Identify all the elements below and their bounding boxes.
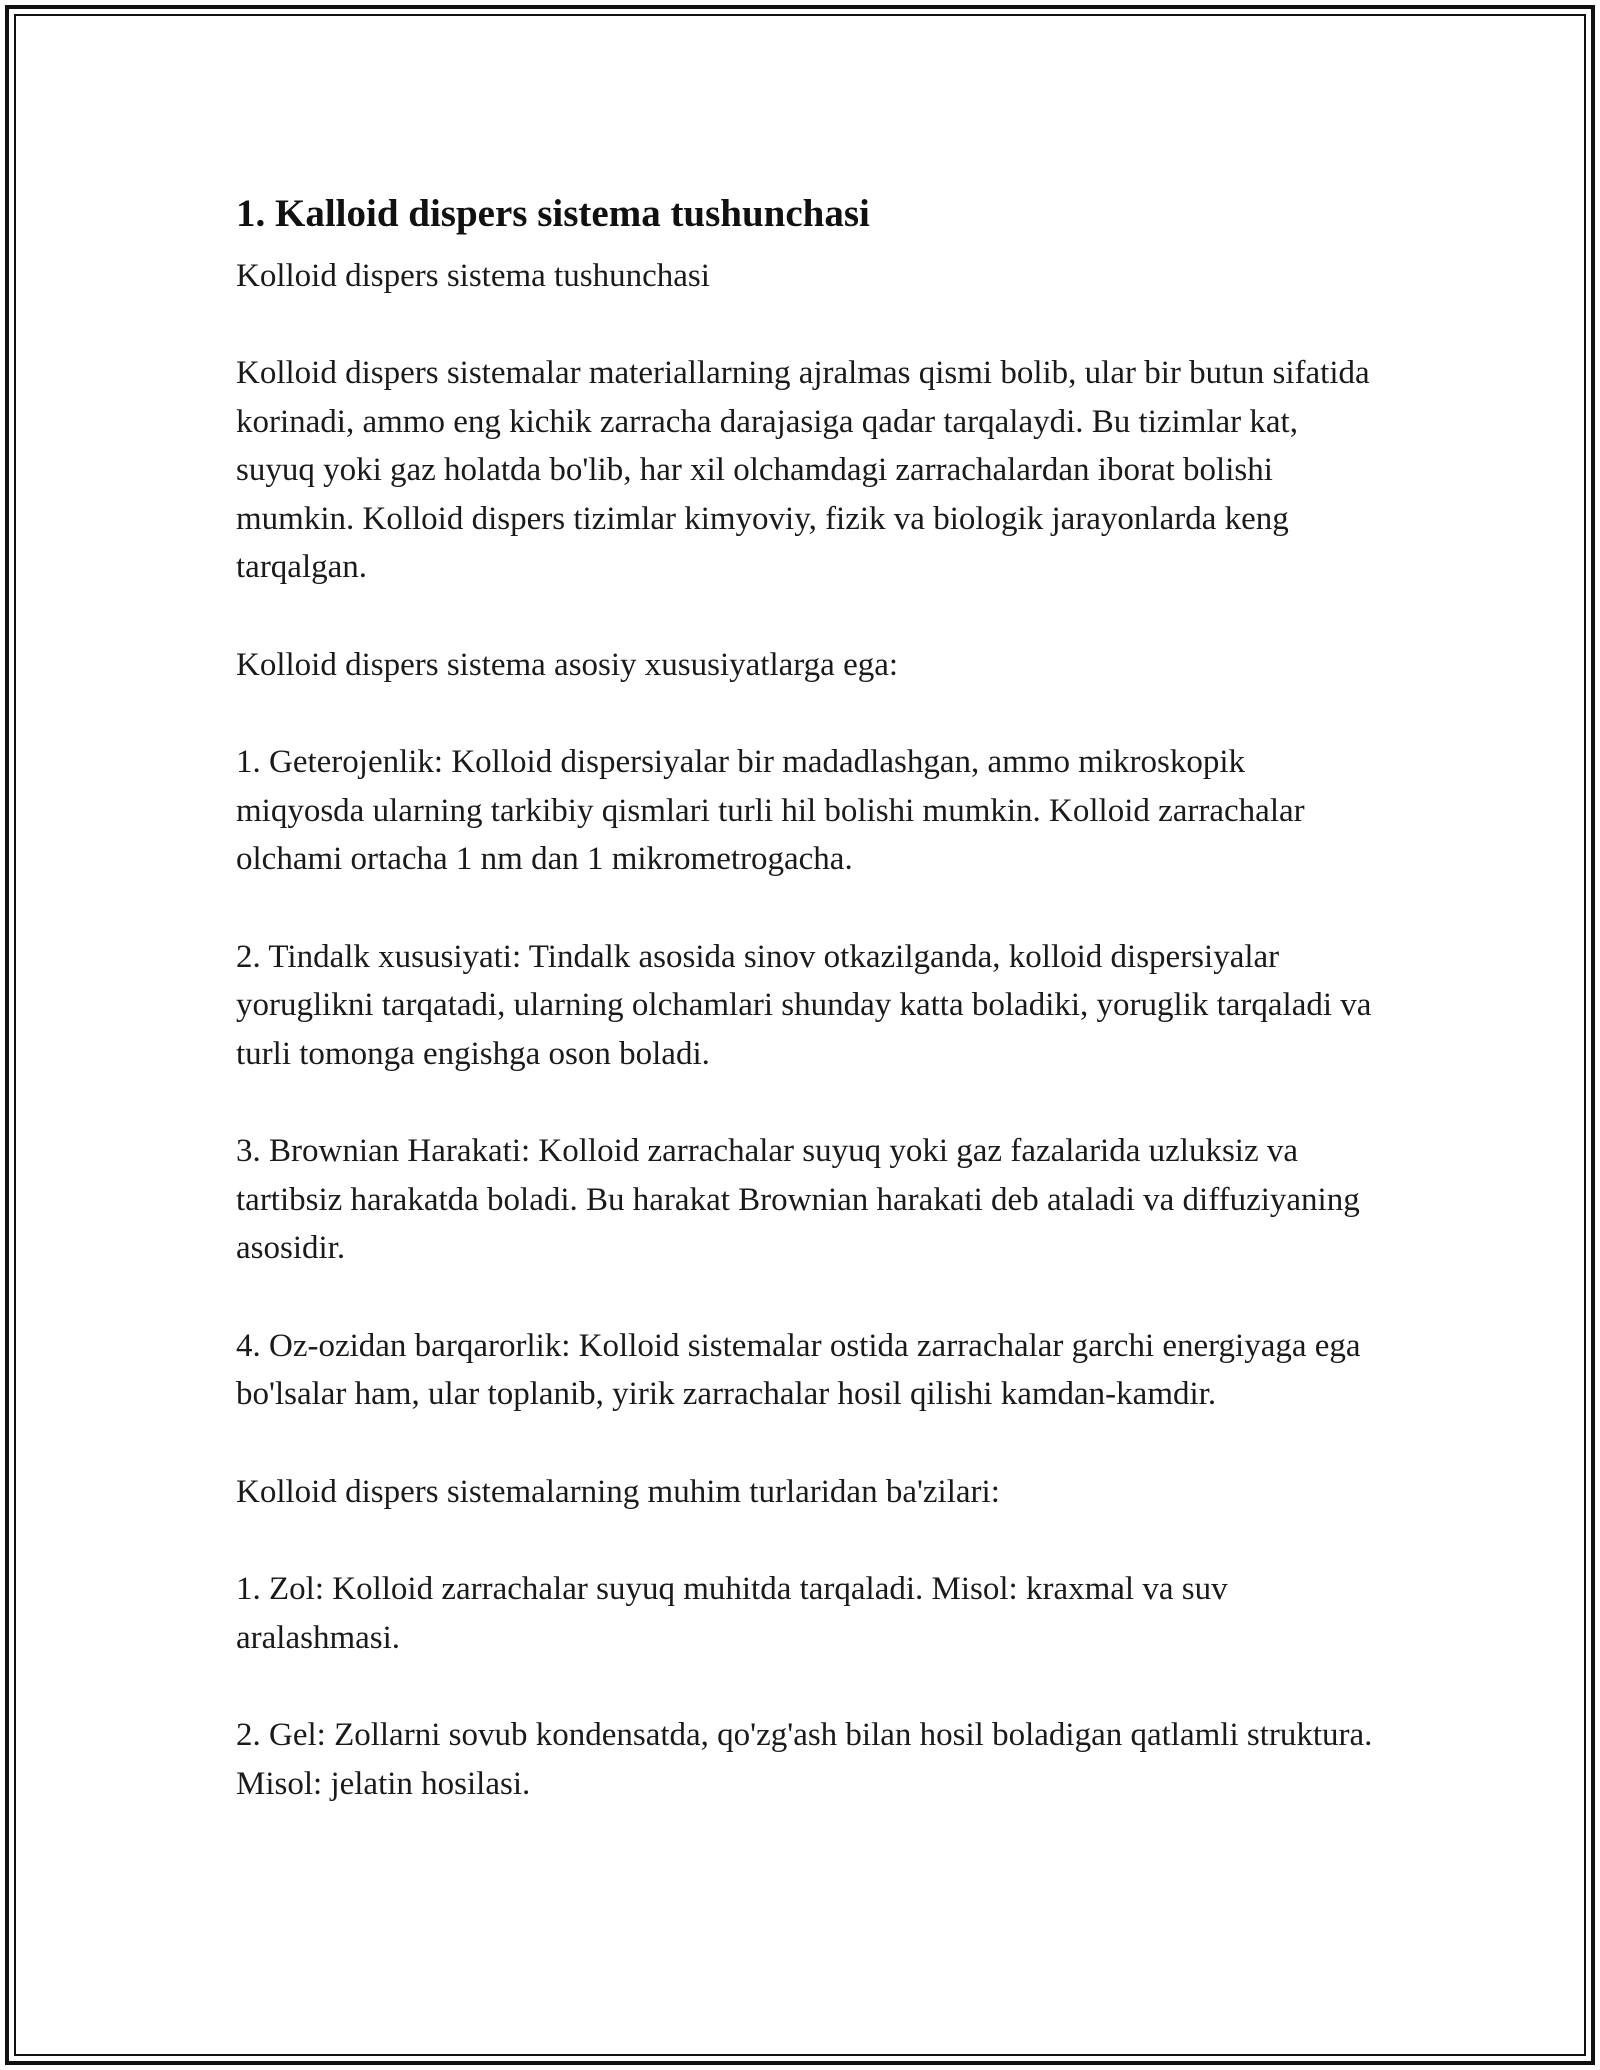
document-body — [236, 186, 1376, 1808]
property-brownian: 3. Brownian Harakati: Kolloid zarrachalar suyuq yoki gaz fazalarida uzluksiz va tartibsiz harakatda boladi. Bu harakat Brownian harakati deb ataladi va diffuziyaning asosidir. — [236, 1133, 1360, 1266]
document-title: 1. Kalloid dispers sistema tushunchasi — [236, 192, 870, 235]
property-stability: 4. Oz-ozidan barqarorlik: Kolloid sistemalar ostida zarrachalar garchi energiyaga ega bo'lsalar ham, ular toplanib, yirik zarrachalar hosil qilishi kamdan-kamdir. — [236, 1327, 1361, 1412]
intro-paragraph: Kolloid dispers sistemalar materiallarning ajralmas qismi bolib, ular bir butun sifatida korinadi, ammo eng kichik zarracha darajasiga qadar tarqalaydi. Bu tizimlar kat, suyuq yoki gaz holatda bo'lib, har xil olchamdagi zarrachalardan iborat bolishi mumkin. Kolloid dispers tizimlar kimyoviy, fizik va biologik jarayonlarda keng tarqalgan. — [236, 355, 1370, 585]
property-tyndall: 2. Tindalk xususiyati: Tindalk asosida sinov otkazilganda, kolloid dispersiyalar yoruglikni tarqatadi, ularning olchamlari shunday katta boladiki, yoruglik tarqaladi va turli tomonga engishga oson boladi. — [236, 938, 1372, 1072]
properties-heading: Kolloid dispers sistema asosiy xususiyatlarga ega: — [236, 646, 899, 683]
type-sol: 1. Zol: Kolloid zarrachalar suyuq muhitda tarqaladi. Misol: kraxmal va suv aralashmasi. — [236, 1571, 1228, 1656]
property-heterogeneity: 1. Geterojenlik: Kolloid dispersiyalar bir madadlashgan, ammo mikroskopik miqyosda ularning tarkibiy qismlari turli hil bolishi mumkin. Kolloid zarrachalar olchami ortacha 1 nm dan 1 mikrometrogacha. — [236, 744, 1305, 877]
document-subtitle: Kolloid dispers sistema tushunchasi — [236, 258, 710, 294]
type-gel: 2. Gel: Zollarni sovub kondensatda, qo'zg'ash bilan hosil boladigan qatlamli struktura. Misol: jelatin hosilasi. — [236, 1717, 1373, 1802]
types-heading: Kolloid dispers sistemalarning muhim turlaridan ba'zilari: — [236, 1473, 1000, 1510]
